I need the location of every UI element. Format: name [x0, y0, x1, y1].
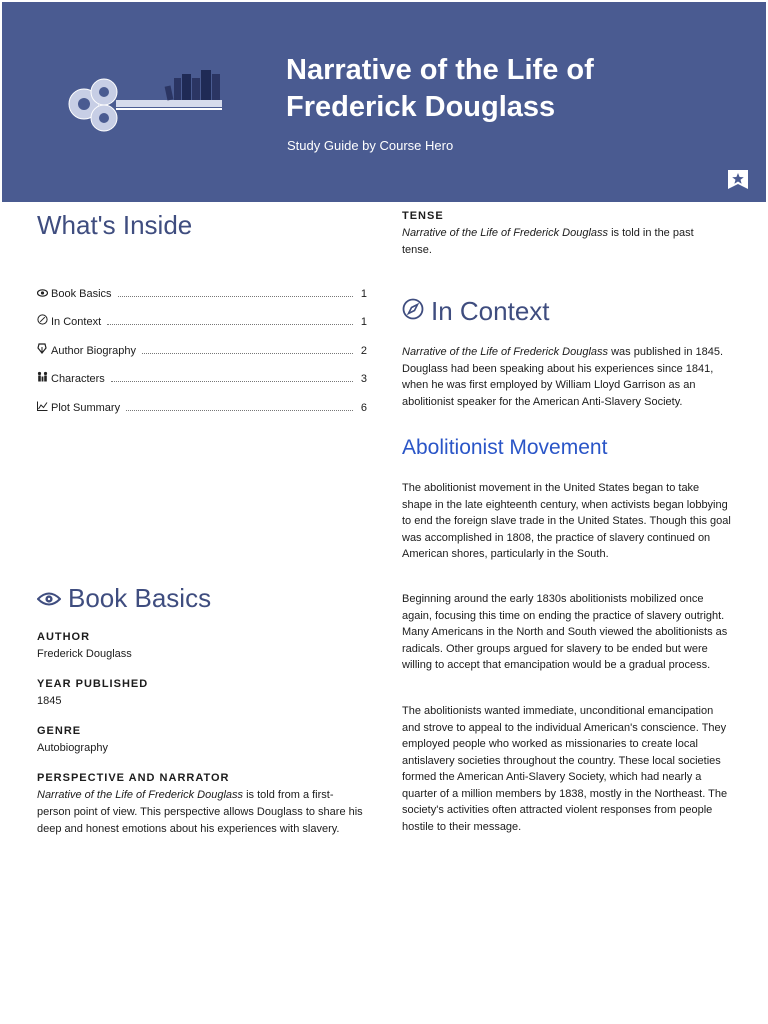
- toc-label: In Context: [51, 316, 102, 328]
- toc-item-author-biography[interactable]: [37, 328, 367, 357]
- abolitionist-paragraph-2: Beginning around the early 1830s abolitionists mobilized once again, focusing this time on ending the practice of slavery outright. Many Americans in the North and South viewed the abolitionists as radicals. Other groups argued for slavery to be ended but were willing to accept that emancipation would be a gradual process.: [402, 593, 728, 671]
- abolitionist-paragraph-1: The abolitionist movement in the United States began to take shape in the late eighteenth century, when activists began lobbying to end the foreign slave trade in the United States. Though this goal was accomplished in 1808, the practice of slavery continued on American shores, particularly in the South.: [402, 482, 731, 560]
- people-icon: [37, 371, 51, 385]
- toc-item-characters[interactable]: [37, 357, 367, 386]
- toc-leader-dots: [142, 352, 353, 354]
- toc-leader-dots: [118, 295, 353, 297]
- toc-leader-dots: [126, 409, 353, 411]
- book-title-italic: Narrative of the Life of Frederick Douglass: [37, 789, 244, 801]
- year-label: YEAR PUBLISHED: [37, 678, 149, 690]
- genre-value: Autobiography: [37, 742, 108, 754]
- toc-page-number: 3: [360, 373, 367, 385]
- toc-item-book-basics[interactable]: [37, 271, 367, 300]
- document-subtitle: Study Guide by Course Hero: [287, 138, 454, 153]
- toc-item-plot-summary[interactable]: [37, 385, 367, 414]
- toc-page-number: 2: [360, 344, 367, 357]
- toc-label: Book Basics: [51, 287, 112, 300]
- whats-inside-title: What's Inside: [37, 210, 193, 240]
- eye-icon: [37, 583, 61, 614]
- key-with-books-logo-icon: [66, 64, 226, 147]
- abolitionist-paragraph-3: The abolitionists wanted immediate, unconditional emancipation and strove to appeal to the individual American's conscience. They employed people who worked as missionaries to create local antislavery societies throughout the country. These local societies formed the American Anti-Slavery Society, which had nearly a quarter of a million members by 1838, mostly in the Northeast. The society's activities often attracted violent responses from people hostile to their message.: [402, 705, 728, 833]
- toc-label: Author Biography: [51, 344, 136, 357]
- tense-label: TENSE: [402, 210, 444, 222]
- document-title: Narrative of the Life of Frederick Douglass: [286, 54, 594, 123]
- tense-value: [402, 225, 722, 259]
- perspective-text: is told from a first-person point of view. This perspective allows Douglass to share his deep and honest emotions about his experiences with slavery.: [37, 789, 363, 835]
- pen-nib-icon: [37, 343, 51, 357]
- in-context-text: was published in 1845. Douglass had been speaking about his experiences since 1841, when he was first employed by William Lloyd Garrison as an abolitionist speaker for the American Anti-Slavery Society.: [402, 346, 724, 408]
- author-label: AUTHOR: [37, 631, 91, 643]
- tense-text: is told in the past tense.: [402, 227, 694, 256]
- in-context-paragraph: [402, 344, 732, 410]
- eye-icon: [37, 289, 51, 300]
- toc-leader-dots: [107, 323, 353, 325]
- in-context-heading: [402, 296, 550, 327]
- toc-page-number: 1: [360, 316, 367, 328]
- genre-label: GENRE: [37, 725, 82, 737]
- book-title-italic: Narrative of the Life of Frederick Douglass: [402, 346, 609, 358]
- perspective-value: [37, 787, 367, 838]
- bookmark-star-icon[interactable]: [728, 170, 748, 189]
- abolitionist-movement-heading: Abolitionist Movement: [402, 436, 608, 459]
- toc-page-number: 1: [360, 287, 367, 300]
- book-basics-body: [37, 630, 367, 838]
- toc-item-in-context[interactable]: [37, 300, 367, 329]
- toc-label: Characters: [51, 373, 105, 385]
- compass-icon: [37, 314, 51, 328]
- toc-label: Plot Summary: [51, 401, 121, 414]
- toc-page-number: 6: [360, 401, 367, 414]
- in-context-title: In Context: [431, 296, 550, 326]
- book-basics-heading: [37, 583, 211, 614]
- year-value: 1845: [37, 695, 62, 707]
- toc-leader-dots: [111, 380, 353, 382]
- author-value: Frederick Douglass: [37, 648, 132, 660]
- book-basics-title: Book Basics: [68, 583, 212, 613]
- header-banner: [2, 2, 766, 202]
- compass-icon: [402, 296, 424, 327]
- book-title-italic: Narrative of the Life of Frederick Douglass: [402, 227, 609, 239]
- perspective-label: PERSPECTIVE AND NARRATOR: [37, 772, 230, 784]
- table-of-contents: [37, 271, 367, 414]
- chart-line-icon: [37, 401, 51, 414]
